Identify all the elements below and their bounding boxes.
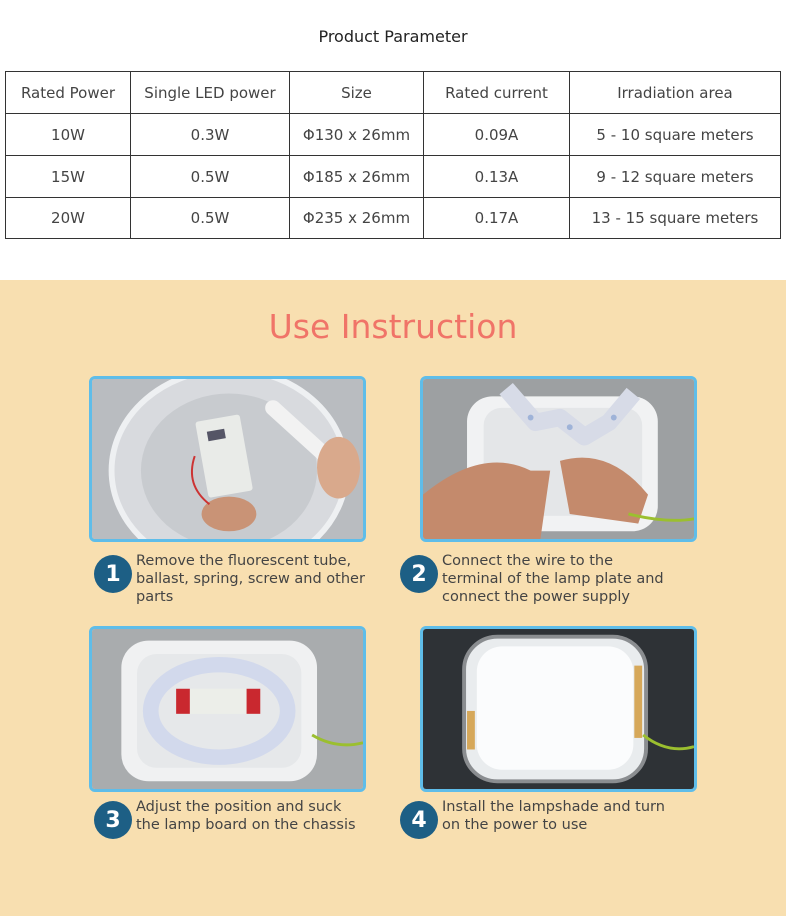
cell-irradiation-area: 9 - 12 square meters (570, 156, 781, 198)
table-row (6, 156, 781, 198)
cell-irradiation-area: 5 - 10 square meters (570, 114, 781, 156)
cell-rated-current: 0.09A (424, 114, 570, 156)
header-rated-current: Rated current (424, 72, 570, 114)
step-text-3: Adjust the position and suck the lamp board on the chassis (136, 799, 356, 833)
cell-size: Φ185 x 26mm (290, 156, 424, 198)
step-4-image (420, 626, 697, 792)
cell-rated-current: 0.13A (424, 156, 570, 198)
step-text-4: Install the lampshade and turn on the power to use (442, 799, 665, 833)
step-badge-1: 1 (94, 555, 132, 593)
parameter-table (5, 71, 781, 239)
step-3 (94, 798, 368, 839)
cell-rated-current: 0.17A (424, 198, 570, 239)
product-parameter-section (0, 0, 786, 280)
header-irradiation-area: Irradiation area (570, 72, 781, 114)
step-2 (400, 552, 674, 606)
step-text-1: Remove the fluorescent tube, ballast, spring, screw and other parts (136, 553, 365, 605)
cell-irradiation-area: 13 - 15 square meters (570, 198, 781, 239)
cell-single-led-power: 0.3W (131, 114, 290, 156)
step-1-image (89, 376, 366, 542)
step-1 (94, 552, 368, 606)
header-rated-power: Rated Power (6, 72, 131, 114)
step-2-image (420, 376, 697, 542)
parameter-title: Product Parameter (318, 27, 468, 46)
step-badge-2: 2 (400, 555, 438, 593)
table-row (6, 198, 781, 239)
cell-size: Φ130 x 26mm (290, 114, 424, 156)
cell-rated-power: 10W (6, 114, 131, 156)
cell-rated-power: 20W (6, 198, 131, 239)
step-badge-4: 4 (400, 801, 438, 839)
header-size: Size (290, 72, 424, 114)
step-3-image (89, 626, 366, 792)
instruction-title: Use Instruction (268, 307, 518, 346)
use-instruction-section (0, 280, 786, 916)
step-text-2: Connect the wire to the terminal of the lamp plate and connect the power supply (442, 553, 664, 605)
header-single-led-power: Single LED power (131, 72, 290, 114)
cell-single-led-power: 0.5W (131, 198, 290, 239)
step-badge-3: 3 (94, 801, 132, 839)
cell-rated-power: 15W (6, 156, 131, 198)
cell-single-led-power: 0.5W (131, 156, 290, 198)
table-row (6, 114, 781, 156)
step-4 (400, 798, 674, 839)
cell-size: Φ235 x 26mm (290, 198, 424, 239)
table-header-row (6, 72, 781, 114)
